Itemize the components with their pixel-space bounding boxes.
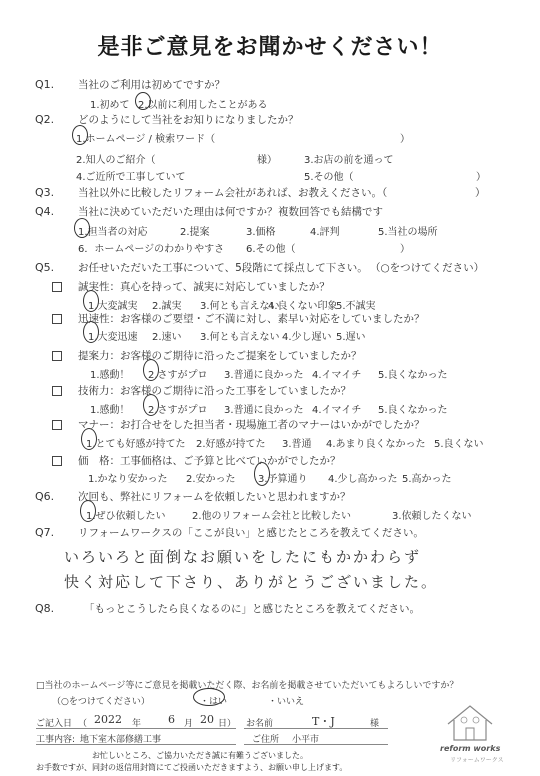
q1-selection-circle — [135, 92, 151, 110]
mail-note: お手数ですが、同封の返信用封筒にてご投函いただきますよう、お願い申し上げます。 — [36, 763, 348, 772]
name-underline — [244, 728, 388, 729]
q4-option-1[interactable]: 1.担当者の対応 — [78, 227, 148, 238]
q3-close: ） — [475, 187, 486, 199]
logo-text: reform works — [440, 744, 501, 753]
q7-question: リフォームワークスの「ここが良い」と感じたところを教えてください。 — [78, 527, 424, 539]
q5-note: （○をつけてください） — [370, 262, 485, 274]
q4-option-7[interactable]: 6.その他（ — [246, 244, 296, 255]
q3-question: 当社以外に比較したリフォーム会社があれば、お教えください。（ — [78, 187, 388, 199]
q4-option-5[interactable]: 5.当社の場所 — [378, 227, 438, 238]
q5-item-5-checkbox[interactable] — [52, 420, 62, 430]
q2-option-3[interactable]: 3.お店の前を通って — [304, 155, 394, 166]
q4-question: 当社に決めていただいた理由は何ですか？ — [78, 206, 278, 218]
q5-item-2-circle — [83, 321, 99, 343]
q5-item-3-opt-5[interactable]: 5.良くなかった — [378, 370, 448, 381]
q2-selection-circle — [72, 125, 88, 145]
q5-item-1-opt-5[interactable]: 5.不誠実 — [336, 301, 376, 312]
date-open: （ — [78, 719, 88, 729]
q5-item-5-opt-3[interactable]: 3.普通 — [282, 439, 312, 450]
q5-item-2-opt-4[interactable]: 4.少し遅い — [282, 332, 332, 343]
consent-no[interactable]: ・いいえ — [268, 697, 305, 707]
q1-question: 当社のご利用は初めてですか？ — [78, 79, 225, 91]
house-logo-icon — [440, 700, 500, 744]
q5-item-6-opt-3[interactable]: 3.予算通り — [258, 474, 308, 485]
name-suffix: 様 — [370, 719, 380, 729]
thanks-text: お忙しいところ、ご協力いただき誠に有難うございました。 — [92, 751, 308, 760]
q5-number: Q5. — [35, 261, 55, 274]
q5-item-3-opt-2[interactable]: 2.さすがプロ — [148, 370, 208, 381]
q5-item-3-opt-1[interactable]: 1.感動！ — [90, 370, 130, 381]
q5-item-4-opt-3[interactable]: 3.普通に良かった — [224, 405, 304, 416]
q5-item-1-opt-4[interactable]: 4.良くない印象 — [268, 301, 338, 312]
date-month-unit: 月 — [184, 719, 194, 729]
q5-item-5-opt-4[interactable]: 4.あまり良くなかった — [326, 439, 426, 450]
q2-option-5-close: ） — [476, 172, 486, 183]
q4-option-3[interactable]: 3.価格 — [246, 227, 276, 238]
date-day-unit: 日） — [218, 719, 237, 729]
q5-item-5-label: マナー：お打合せをした担当者・現場施工者のマナーはいかがでしたか？ — [78, 419, 425, 431]
date-label: ご記入日 — [36, 719, 73, 729]
q4-option-2[interactable]: 2.提案 — [180, 227, 210, 238]
q5-item-2-label: 迅速性：お客様のご要望・ご不満に対し、素早い対応をしていましたか？ — [78, 313, 425, 325]
date-month[interactable]: 6 — [168, 713, 175, 726]
q4-selection-circle — [74, 218, 90, 238]
q6-option-1[interactable]: 1.ぜひ依頼したい — [86, 511, 166, 522]
q4-number: Q4. — [35, 205, 55, 218]
q5-item-1-opt-3[interactable]: 3.何とも言えない — [200, 301, 280, 312]
name-label: お名前 — [246, 719, 274, 729]
date-day[interactable]: 20 — [200, 713, 214, 726]
q5-item-2-opt-2[interactable]: 2.速い — [152, 332, 182, 343]
q5-item-6-opt-5[interactable]: 5.高かった — [402, 474, 452, 485]
q7-answer-line-2[interactable]: 快く対応して下さり、ありがとうございました。 — [64, 573, 439, 591]
q6-question: 次回も、弊社にリフォームを依頼したいと思われますか？ — [78, 491, 351, 503]
q5-item-1-circle — [83, 290, 99, 312]
q2-option-1-close: ） — [400, 134, 410, 145]
q7-number: Q7. — [35, 526, 55, 539]
q5-item-2-opt-3[interactable]: 3.何とも言えない — [200, 332, 280, 343]
q5-item-4-label: 技術力：お客様のご期待に沿った工事をしていましたか？ — [78, 385, 351, 397]
q8-number: Q8. — [35, 602, 55, 615]
q5-item-6-checkbox[interactable] — [52, 456, 62, 466]
q4-option-7-close: ） — [400, 244, 410, 255]
date-underline — [36, 728, 236, 729]
consent-selection-circle — [193, 688, 228, 707]
q6-selection-circle — [80, 500, 96, 522]
date-year-unit: 年 — [132, 719, 142, 729]
consent-yes[interactable]: ・はい — [200, 697, 228, 707]
q3-number: Q3. — [35, 186, 55, 199]
q5-item-4-opt-5[interactable]: 5.良くなかった — [378, 405, 448, 416]
q5-item-1-checkbox[interactable] — [52, 282, 62, 292]
consent-note: （○をつけてください） — [52, 697, 150, 707]
q5-item-4-opt-4[interactable]: 4.イマイチ — [312, 405, 362, 416]
q5-item-3-circle — [143, 359, 159, 381]
q2-option-5[interactable]: 5.その他（ — [304, 172, 354, 183]
logo-subtext: リフォームワークス — [450, 757, 504, 764]
q5-item-2-opt-5[interactable]: 5.遅い — [336, 332, 366, 343]
q5-item-6-opt-2[interactable]: 2.安かった — [186, 474, 236, 485]
q5-item-1-opt-1[interactable]: 1.大変誠実 — [88, 301, 138, 312]
work-value: 地下室木部修繕工事 — [80, 735, 162, 745]
q5-question: お任せいただいた工事について、5段階にて採点して下さい。 — [78, 262, 368, 274]
q2-question: どのようにして当社をお知りになりましたか？ — [78, 114, 299, 126]
consent-question: □当社のホームページ等にご意見を掲載いただく際、お名前を掲載させていただいてもよろしいですか？ — [36, 681, 459, 691]
q5-item-6-circle — [254, 462, 270, 486]
q5-item-5-opt-5[interactable]: 5.良くない — [434, 439, 484, 450]
q5-item-1-opt-2[interactable]: 2.誠実 — [152, 301, 182, 312]
q5-item-4-opt-2[interactable]: 2.さすがプロ — [148, 405, 208, 416]
q6-number: Q6. — [35, 490, 55, 503]
q1-option-1[interactable]: 1.初めて — [90, 100, 130, 111]
q2-option-1[interactable]: 1.ホームページ / 検索ワード（ — [76, 134, 216, 145]
q6-option-3[interactable]: 3.依頼したくない — [392, 511, 472, 522]
q5-item-3-label: 提案力：お客様のご期待に沿ったご提案をしていましたか？ — [78, 350, 362, 362]
address-label: ご住所 — [252, 735, 280, 745]
work-label: 工事内容: — [36, 735, 76, 745]
q5-item-4-opt-1[interactable]: 1.感動！ — [90, 405, 130, 416]
q2-number: Q2. — [35, 113, 55, 126]
q5-item-5-opt-1[interactable]: 1.とても好感が持てた — [86, 439, 186, 450]
date-year[interactable]: 2022 — [94, 713, 122, 726]
q1-number: Q1. — [35, 78, 55, 91]
address-underline — [244, 744, 388, 745]
q8-question: 「もっとこうしたら良くなるのに」と感じたところを教えてください。 — [84, 603, 420, 615]
q5-item-6-opt-1[interactable]: 1.かなり安かった — [88, 474, 168, 485]
address-value: 小平市 — [292, 735, 320, 745]
q4-option-4[interactable]: 4.評判 — [310, 227, 340, 238]
q5-item-3-opt-3[interactable]: 3.普通に良かった — [224, 370, 304, 381]
q5-item-3-opt-4[interactable]: 4.イマイチ — [312, 370, 362, 381]
q5-item-4-checkbox[interactable] — [52, 386, 62, 396]
q7-answer-line-1[interactable]: いろいろと面倒なお願いをしたにもかかわらず — [64, 548, 422, 566]
q5-item-1-label: 誠実性：真心を持って、誠実に対応していましたか？ — [78, 281, 330, 293]
q5-item-6-opt-4[interactable]: 4.少し高かった — [328, 474, 398, 485]
q4-note: 複数回答でも結構です — [278, 206, 383, 218]
q5-item-2-opt-1[interactable]: 1.大変迅速 — [88, 332, 138, 343]
work-underline — [36, 744, 236, 745]
name-value[interactable]: T・J — [312, 715, 335, 728]
q6-option-2[interactable]: 2.他のリフォーム会社と比較したい — [192, 511, 352, 522]
q5-item-4-circle — [143, 394, 159, 416]
q5-item-5-circle — [81, 428, 97, 450]
q5-item-2-checkbox[interactable] — [52, 314, 62, 324]
q2-option-2[interactable]: 2.知人のご紹介（ — [76, 155, 156, 166]
q2-option-4[interactable]: 4.ご近所で工事していて — [76, 172, 186, 183]
q2-option-2-sama: 様） — [257, 155, 277, 166]
q4-option-6[interactable]: 6．ホームページのわかりやすさ — [78, 244, 225, 255]
q5-item-6-label: 価 格：工事価格は、ご予算と比べていかがでしたか？ — [78, 455, 341, 467]
q5-item-3-checkbox[interactable] — [52, 351, 62, 361]
page-title: 是非ご意見をお聞かせください！ — [97, 35, 443, 60]
q5-item-5-opt-2[interactable]: 2.好感が持てた — [196, 439, 266, 450]
q1-option-2[interactable]: 2.以前に利用したことがある — [138, 100, 268, 111]
